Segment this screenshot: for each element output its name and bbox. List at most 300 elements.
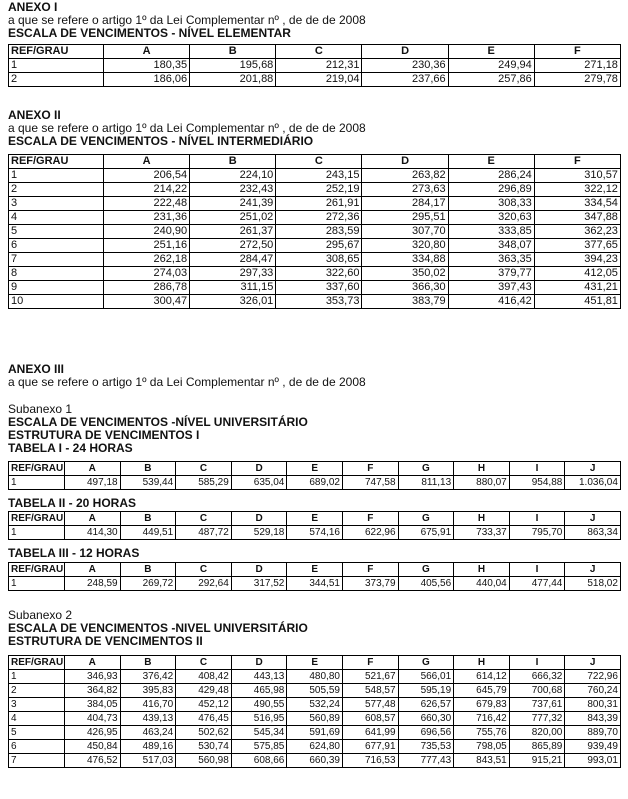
value-cell: 529,18	[231, 526, 287, 540]
value-cell: 993,01	[565, 754, 621, 768]
value-cell: 320,80	[362, 239, 448, 253]
anexo-3-header	[8, 363, 620, 389]
value-cell: 735,53	[398, 740, 454, 754]
column-header: E	[287, 656, 343, 670]
column-header: B	[190, 45, 276, 59]
value-cell: 624,80	[287, 740, 343, 754]
value-cell: 755,76	[454, 726, 510, 740]
ref-grau-cell: 7	[9, 754, 65, 768]
anexo-2-heading: ESCALA DE VENCIMENTOS - NÍVEL INTERMEDIÁRIO	[8, 134, 314, 148]
value-cell: 439,13	[120, 712, 176, 726]
value-cell: 384,05	[65, 698, 121, 712]
value-cell: 591,69	[287, 726, 343, 740]
anexo-1-subtitle: a que se refere o artigo 1º da Lei Complementar nº , de de de 2008	[8, 13, 366, 27]
value-cell: 222,48	[104, 197, 190, 211]
value-cell: 397,43	[448, 281, 534, 295]
column-header: F	[342, 656, 398, 670]
value-cell: 257,86	[448, 73, 534, 87]
value-cell: 608,66	[231, 754, 287, 768]
value-cell: 696,56	[398, 726, 454, 740]
ref-grau-cell: 8	[9, 267, 104, 281]
value-cell: 532,24	[287, 698, 343, 712]
subanexo-2-header	[8, 609, 620, 648]
value-cell: 261,91	[276, 197, 362, 211]
value-cell: 405,56	[398, 577, 454, 591]
ref-grau-cell: 3	[9, 197, 104, 211]
value-cell: 487,72	[176, 526, 232, 540]
value-cell: 243,15	[276, 169, 362, 183]
tabela-2-header	[8, 497, 620, 510]
value-cell: 497,18	[65, 476, 121, 490]
column-header: G	[398, 656, 454, 670]
value-cell: 440,04	[454, 577, 510, 591]
subanexo-1-line2: ESTRUTURA DE VENCIMENTOS I	[8, 428, 200, 442]
value-cell: 279,78	[534, 73, 620, 87]
value-cell: 811,13	[398, 476, 454, 490]
value-cell: 660,39	[287, 754, 343, 768]
value-cell: 286,24	[448, 169, 534, 183]
value-cell: 347,88	[534, 211, 620, 225]
anexo-2-header	[8, 109, 620, 148]
ref-grau-cell: 1	[9, 577, 65, 591]
value-cell: 251,16	[104, 239, 190, 253]
header-row	[9, 656, 621, 670]
value-cell: 798,05	[454, 740, 510, 754]
anexo-1-title: ANEXO I	[8, 0, 58, 14]
value-cell: 373,79	[342, 577, 398, 591]
header-row	[9, 155, 621, 169]
value-cell: 350,02	[362, 267, 448, 281]
column-header: D	[231, 462, 287, 476]
value-cell: 465,98	[231, 684, 287, 698]
anexo-1-table	[8, 44, 621, 87]
tabela-3-header	[8, 547, 620, 560]
ref-grau-cell: 2	[9, 684, 65, 698]
value-cell: 297,33	[190, 267, 276, 281]
value-cell: 248,59	[65, 577, 121, 591]
table-row	[9, 684, 621, 698]
value-cell: 334,54	[534, 197, 620, 211]
column-header: A	[65, 512, 121, 526]
value-cell: 416,42	[448, 295, 534, 309]
value-cell: 383,79	[362, 295, 448, 309]
value-cell: 939,49	[565, 740, 621, 754]
subanexo-1-line1: ESCALA DE VENCIMENTOS -NÍVEL UNIVERSITÁRIO	[8, 415, 308, 429]
column-header: H	[454, 563, 510, 577]
column-header: A	[65, 462, 121, 476]
column-header: C	[176, 656, 232, 670]
value-cell: 272,36	[276, 211, 362, 225]
ref-grau-cell: 1	[9, 670, 65, 684]
ref-grau-cell: 1	[9, 476, 65, 490]
table-row	[9, 253, 621, 267]
value-cell: 431,21	[534, 281, 620, 295]
table-row	[9, 698, 621, 712]
ref-grau-cell: 4	[9, 211, 104, 225]
value-cell: 480,80	[287, 670, 343, 684]
column-header: C	[276, 155, 362, 169]
value-cell: 284,17	[362, 197, 448, 211]
column-header: G	[398, 563, 454, 577]
value-cell: 272,50	[190, 239, 276, 253]
table-row	[9, 295, 621, 309]
ref-grau-cell: 6	[9, 740, 65, 754]
value-cell: 379,77	[448, 267, 534, 281]
value-cell: 271,18	[534, 59, 620, 73]
value-cell: 820,00	[509, 726, 565, 740]
column-header: I	[509, 656, 565, 670]
table-row	[9, 73, 621, 87]
ref-grau-cell: 10	[9, 295, 104, 309]
value-cell: 404,73	[65, 712, 121, 726]
subanexo-2-line1: ESCALA DE VENCIMENTOS -NIVEL UNIVERSITÁRIO	[8, 621, 308, 635]
value-cell: 675,91	[398, 526, 454, 540]
table-row	[9, 740, 621, 754]
value-cell: 566,01	[398, 670, 454, 684]
value-cell: 608,57	[342, 712, 398, 726]
value-cell: 414,30	[65, 526, 121, 540]
value-cell: 322,12	[534, 183, 620, 197]
column-header: G	[398, 462, 454, 476]
value-cell: 364,82	[65, 684, 121, 698]
ref-grau-cell: 6	[9, 239, 104, 253]
value-cell: 322,60	[276, 267, 362, 281]
value-cell: 915,21	[509, 754, 565, 768]
value-cell: 232,43	[190, 183, 276, 197]
value-cell: 517,03	[120, 754, 176, 768]
value-cell: 231,36	[104, 211, 190, 225]
value-cell: 206,54	[104, 169, 190, 183]
ref-grau-cell: 1	[9, 526, 65, 540]
value-cell: 320,63	[448, 211, 534, 225]
value-cell: 237,66	[362, 73, 448, 87]
value-cell: 269,72	[120, 577, 176, 591]
tabela-1-table	[8, 461, 621, 490]
column-header: H	[454, 462, 510, 476]
value-cell: 317,52	[231, 577, 287, 591]
tabela-3-table	[8, 562, 621, 591]
value-cell: 843,39	[565, 712, 621, 726]
value-cell: 449,51	[120, 526, 176, 540]
value-cell: 777,32	[509, 712, 565, 726]
table-row	[9, 670, 621, 684]
value-cell: 394,23	[534, 253, 620, 267]
table-row	[9, 712, 621, 726]
value-cell: 214,22	[104, 183, 190, 197]
value-cell: 408,42	[176, 670, 232, 684]
column-header: REF/GRAU	[9, 563, 65, 577]
table-row	[9, 526, 621, 540]
value-cell: 186,06	[104, 73, 190, 87]
value-cell: 261,37	[190, 225, 276, 239]
column-header: E	[287, 563, 343, 577]
tabela-1-title: TABELA I - 24 HORAS	[8, 441, 133, 455]
value-cell: 286,78	[104, 281, 190, 295]
value-cell: 377,65	[534, 239, 620, 253]
value-cell: 585,29	[176, 476, 232, 490]
column-header: B	[120, 563, 176, 577]
anexo-2-table	[8, 154, 621, 309]
value-cell: 645,79	[454, 684, 510, 698]
value-cell: 311,15	[190, 281, 276, 295]
value-cell: 366,30	[362, 281, 448, 295]
value-cell: 679,83	[454, 698, 510, 712]
value-cell: 490,55	[231, 698, 287, 712]
table-row	[9, 225, 621, 239]
column-header: H	[454, 656, 510, 670]
column-header: J	[565, 563, 621, 577]
value-cell: 219,04	[276, 73, 362, 87]
value-cell: 429,48	[176, 684, 232, 698]
value-cell: 560,89	[287, 712, 343, 726]
value-cell: 560,98	[176, 754, 232, 768]
column-header: D	[231, 656, 287, 670]
column-header: F	[342, 512, 398, 526]
value-cell: 308,33	[448, 197, 534, 211]
value-cell: 516,95	[231, 712, 287, 726]
value-cell: 344,51	[287, 577, 343, 591]
value-cell: 476,52	[65, 754, 121, 768]
table-row	[9, 59, 621, 73]
column-header: H	[454, 512, 510, 526]
value-cell: 452,12	[176, 698, 232, 712]
value-cell: 252,19	[276, 183, 362, 197]
value-cell: 795,70	[509, 526, 565, 540]
value-cell: 426,95	[65, 726, 121, 740]
anexo-3-title: ANEXO III	[8, 362, 65, 376]
value-cell: 660,30	[398, 712, 454, 726]
column-header: E	[287, 462, 343, 476]
column-header: REF/GRAU	[9, 656, 65, 670]
column-header: I	[509, 462, 565, 476]
value-cell: 333,85	[448, 225, 534, 239]
column-header: J	[565, 462, 621, 476]
ref-grau-cell: 3	[9, 698, 65, 712]
column-header: C	[276, 45, 362, 59]
ref-grau-cell: 5	[9, 225, 104, 239]
value-cell: 463,24	[120, 726, 176, 740]
value-cell: 539,44	[120, 476, 176, 490]
value-cell: 747,58	[342, 476, 398, 490]
value-cell: 595,19	[398, 684, 454, 698]
value-cell: 201,88	[190, 73, 276, 87]
value-cell: 230,36	[362, 59, 448, 73]
value-cell: 777,43	[398, 754, 454, 768]
value-cell: 348,07	[448, 239, 534, 253]
column-header: C	[176, 462, 232, 476]
header-row	[9, 512, 621, 526]
value-cell: 353,73	[276, 295, 362, 309]
column-header: F	[534, 155, 620, 169]
subanexo-1-title: Subanexo 1	[8, 402, 73, 416]
value-cell: 574,16	[287, 526, 343, 540]
value-cell: 296,89	[448, 183, 534, 197]
value-cell: 274,03	[104, 267, 190, 281]
value-cell: 800,31	[565, 698, 621, 712]
value-cell: 334,88	[362, 253, 448, 267]
value-cell: 262,18	[104, 253, 190, 267]
table-row	[9, 281, 621, 295]
anexo-2-subtitle: a que se refere o artigo 1º da Lei Complementar nº , de de de 2008	[8, 121, 366, 135]
value-cell: 505,59	[287, 684, 343, 698]
column-header: REF/GRAU	[9, 155, 104, 169]
value-cell: 489,16	[120, 740, 176, 754]
subanexo-2-title: Subanexo 2	[8, 608, 73, 622]
ref-grau-cell: 4	[9, 712, 65, 726]
ref-grau-cell: 9	[9, 281, 104, 295]
value-cell: 241,39	[190, 197, 276, 211]
tabela-2-title: TABELA II - 20 HORAS	[8, 496, 137, 510]
value-cell: 733,37	[454, 526, 510, 540]
value-cell: 722,96	[565, 670, 621, 684]
column-header: E	[448, 45, 534, 59]
table-row	[9, 577, 621, 591]
value-cell: 292,64	[176, 577, 232, 591]
column-header: B	[120, 512, 176, 526]
column-header: D	[231, 512, 287, 526]
ref-grau-cell: 7	[9, 253, 104, 267]
value-cell: 412,05	[534, 267, 620, 281]
value-cell: 1.036,04	[565, 476, 621, 490]
table-row	[9, 239, 621, 253]
value-cell: 641,99	[342, 726, 398, 740]
column-header: A	[65, 563, 121, 577]
column-header: A	[65, 656, 121, 670]
value-cell: 760,24	[565, 684, 621, 698]
table-row	[9, 267, 621, 281]
value-cell: 337,60	[276, 281, 362, 295]
value-cell: 249,94	[448, 59, 534, 73]
value-cell: 614,12	[454, 670, 510, 684]
value-cell: 283,59	[276, 225, 362, 239]
value-cell: 865,89	[509, 740, 565, 754]
header-row	[9, 563, 621, 577]
column-header: J	[565, 512, 621, 526]
column-header: I	[509, 563, 565, 577]
ref-grau-cell: 5	[9, 726, 65, 740]
column-header: REF/GRAU	[9, 512, 65, 526]
table-row	[9, 476, 621, 490]
value-cell: 363,35	[448, 253, 534, 267]
value-cell: 843,51	[454, 754, 510, 768]
value-cell: 954,88	[509, 476, 565, 490]
column-header: F	[534, 45, 620, 59]
value-cell: 195,68	[190, 59, 276, 73]
value-cell: 310,57	[534, 169, 620, 183]
value-cell: 251,02	[190, 211, 276, 225]
column-header: G	[398, 512, 454, 526]
value-cell: 521,67	[342, 670, 398, 684]
value-cell: 518,02	[565, 577, 621, 591]
value-cell: 443,13	[231, 670, 287, 684]
value-cell: 273,63	[362, 183, 448, 197]
value-cell: 477,44	[509, 577, 565, 591]
column-header: D	[231, 563, 287, 577]
column-header: B	[120, 656, 176, 670]
column-header: J	[565, 656, 621, 670]
column-header: D	[362, 155, 448, 169]
table-row	[9, 183, 621, 197]
column-header: B	[190, 155, 276, 169]
value-cell: 575,85	[231, 740, 287, 754]
value-cell: 880,07	[454, 476, 510, 490]
value-cell: 450,84	[65, 740, 121, 754]
column-header: E	[287, 512, 343, 526]
table-row	[9, 211, 621, 225]
value-cell: 502,62	[176, 726, 232, 740]
column-header: C	[176, 563, 232, 577]
column-header: D	[362, 45, 448, 59]
anexo-2-title: ANEXO II	[8, 108, 61, 122]
value-cell: 577,48	[342, 698, 398, 712]
value-cell: 416,70	[120, 698, 176, 712]
header-row	[9, 462, 621, 476]
value-cell: 716,53	[342, 754, 398, 768]
value-cell: 689,02	[287, 476, 343, 490]
value-cell: 716,42	[454, 712, 510, 726]
value-cell: 300,47	[104, 295, 190, 309]
column-header: A	[104, 45, 190, 59]
value-cell: 307,70	[362, 225, 448, 239]
value-cell: 284,47	[190, 253, 276, 267]
tabela-3-title: TABELA III - 12 HORAS	[8, 546, 140, 560]
table-row	[9, 754, 621, 768]
ref-grau-cell: 1	[9, 59, 104, 73]
column-header: F	[342, 462, 398, 476]
value-cell: 212,31	[276, 59, 362, 73]
value-cell: 530,74	[176, 740, 232, 754]
subanexo-2-table	[8, 655, 621, 768]
header-row	[9, 45, 621, 59]
value-cell: 700,68	[509, 684, 565, 698]
table-row	[9, 169, 621, 183]
value-cell: 326,01	[190, 295, 276, 309]
value-cell: 240,90	[104, 225, 190, 239]
value-cell: 451,81	[534, 295, 620, 309]
value-cell: 224,10	[190, 169, 276, 183]
tabela-2-table	[8, 511, 621, 540]
anexo-3-subtitle: a que se refere o artigo 1º da Lei Complementar nº , de de de 2008	[8, 375, 366, 389]
value-cell: 626,57	[398, 698, 454, 712]
subanexo-2-line2: ESTRUTURA DE VENCIMENTOS II	[8, 634, 203, 648]
column-header: C	[176, 512, 232, 526]
value-cell: 737,61	[509, 698, 565, 712]
anexo-1-heading: ESCALA DE VENCIMENTOS - NÍVEL ELEMENTAR	[8, 26, 291, 40]
value-cell: 376,42	[120, 670, 176, 684]
table-row	[9, 726, 621, 740]
column-header: B	[120, 462, 176, 476]
column-header: A	[104, 155, 190, 169]
anexo-1-header	[8, 1, 620, 40]
ref-grau-cell: 2	[9, 183, 104, 197]
value-cell: 548,57	[342, 684, 398, 698]
value-cell: 295,67	[276, 239, 362, 253]
value-cell: 308,65	[276, 253, 362, 267]
column-header: REF/GRAU	[9, 462, 65, 476]
value-cell: 635,04	[231, 476, 287, 490]
value-cell: 263,82	[362, 169, 448, 183]
table-row	[9, 197, 621, 211]
value-cell: 362,23	[534, 225, 620, 239]
value-cell: 346,93	[65, 670, 121, 684]
ref-grau-cell: 1	[9, 169, 104, 183]
column-header: I	[509, 512, 565, 526]
value-cell: 295,51	[362, 211, 448, 225]
column-header: F	[342, 563, 398, 577]
value-cell: 677,91	[342, 740, 398, 754]
subanexo-1-header	[8, 403, 620, 455]
value-cell: 395,83	[120, 684, 176, 698]
